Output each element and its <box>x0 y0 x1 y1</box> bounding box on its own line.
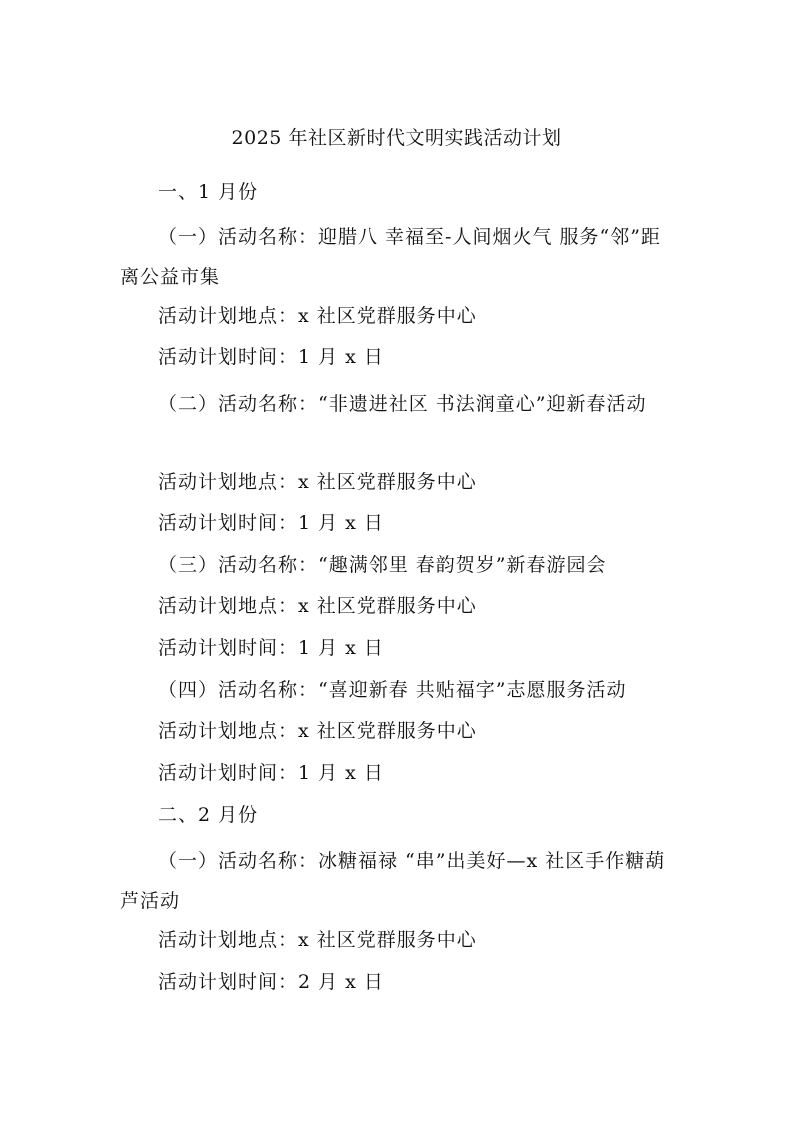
activity-location: 活动计划地点：x 社区党群服务中心 <box>158 929 477 951</box>
activity-time: 活动计划时间：1 月 x 日 <box>158 512 384 534</box>
activity-name: （三）活动名称：“趣满邻里 春韵贺岁”新春游园会 <box>158 554 607 576</box>
section-heading-february: 二、2 月份 <box>158 804 259 826</box>
activity-name: （一）活动名称：迎腊八 幸福至-人间烟火气 服务“邻”距离公益市集 <box>120 226 661 288</box>
activity-name: （四）活动名称：“喜迎新春 共贴福字”志愿服务活动 <box>158 679 627 701</box>
document-title: 2025 年社区新时代文明实践活动计划 <box>231 127 562 149</box>
activity-time: 活动计划时间：1 月 x 日 <box>158 762 384 784</box>
section-heading-january: 一、1 月份 <box>158 181 259 203</box>
activity-time: 活动计划时间：2 月 x 日 <box>158 971 384 993</box>
activity-time: 活动计划时间：1 月 x 日 <box>158 346 384 368</box>
activity-location: 活动计划地点：x 社区党群服务中心 <box>158 305 477 327</box>
activity-location: 活动计划地点：x 社区党群服务中心 <box>158 720 477 742</box>
activity-location: 活动计划地点：x 社区党群服务中心 <box>158 471 477 493</box>
activity-name: （一）活动名称：冰糖福禄 “串”出美好—x 社区手作糖葫芦活动 <box>120 850 666 912</box>
activity-location: 活动计划地点：x 社区党群服务中心 <box>158 595 477 617</box>
activity-time: 活动计划时间：1 月 x 日 <box>158 637 384 659</box>
activity-name: （二）活动名称：“非遗进社区 书法润童心”迎新春活动 <box>158 393 647 415</box>
